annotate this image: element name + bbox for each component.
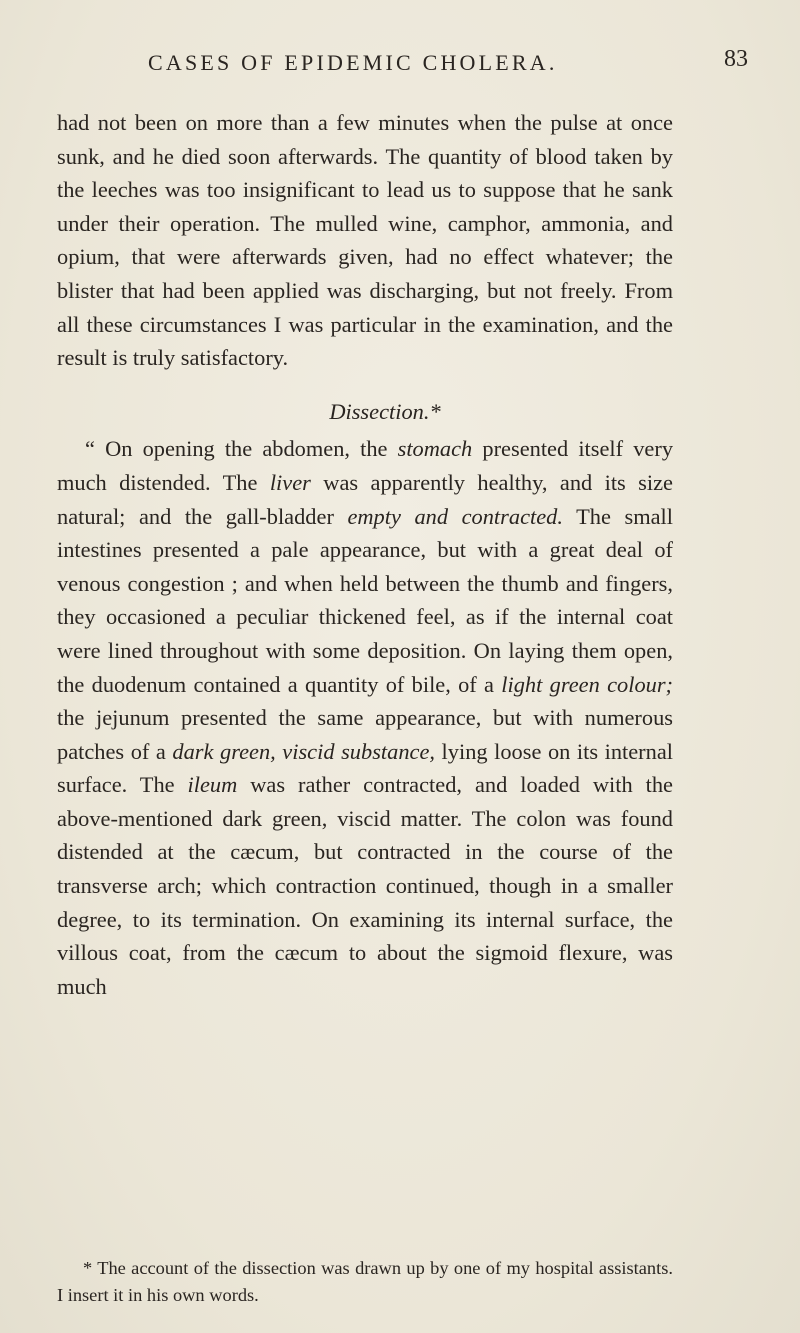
text-run: was rather contracted, and loaded with the above-mentioned dark green, viscid matter. The colon was found distended at the cæcum, but contracted in the course of the transverse arch; which contraction continued, though in a smaller degree, to its termination. On examining its internal surface, the villous coat, from the cæcum to about the sigmoid flexure, was much — [57, 772, 673, 999]
footnote-text: * The account of the dissection was drawn up by one of my hospital assistants. I insert it in his own words. — [57, 1258, 673, 1305]
text-run: “ On opening the abdomen, the — [85, 436, 398, 462]
italic-term-ileum: ileum — [187, 772, 238, 798]
italic-term-dark-green: dark green, viscid substance, — [172, 738, 435, 764]
section-heading: Dissection.* — [329, 398, 441, 424]
text-run: lying loose on its internal surface. The — [57, 738, 673, 798]
running-head — [148, 46, 748, 90]
page-number: 83 — [724, 46, 748, 72]
italic-term-light-green: light green colour; — [501, 671, 674, 697]
text-run: The small intestines presented a pale appearance, but with a great deal of venous congestion ; and when held between the thumb and fingers, they occasioned a peculiar thickened feel, as if the internal coat were lined throughout with some deposition. On laying them open, the duodenum contained a quantity of bile, of a — [57, 503, 673, 697]
italic-term-stomach: stomach — [397, 436, 473, 462]
dissection-paragraph — [57, 432, 673, 1003]
italic-term-liver: liver — [269, 469, 311, 495]
text-run: presented itself very much distended. The — [57, 436, 674, 495]
text-run: was apparently healthy, and its size natural; and the gall-bladder — [57, 469, 673, 529]
paragraph-continuation: had not been on more than a few minutes when the pulse at once sunk, and he died soon afterwards. The quantity of blood taken by the leeches was too insignificant to lead us to suppose that he sank under their operation. The mulled wine, camphor, ammonia, and opium, that were afterwards given, had no effect whatever; the blister that had been applied was discharging, but not freely. From all these circumstances I was particular in the examination, and the result is truly satisfactory. — [57, 110, 673, 371]
italic-term-empty-contracted: empty and contracted. — [347, 503, 563, 529]
running-title: CASES OF EPIDEMIC CHOLERA. — [148, 50, 558, 75]
text-run: the jejunum presented the same appearance, but with numerous patches of a — [57, 705, 673, 764]
body-text — [57, 106, 673, 1003]
footnote — [57, 1255, 673, 1309]
